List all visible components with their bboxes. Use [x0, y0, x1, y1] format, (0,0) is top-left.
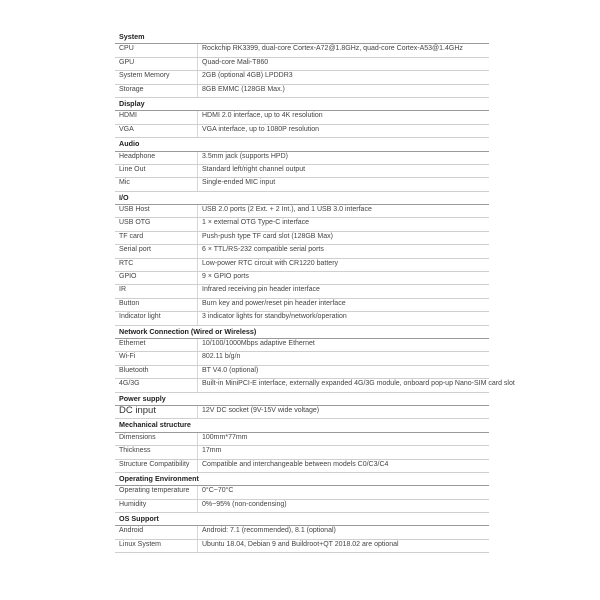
column-divider: [197, 285, 198, 297]
column-divider: [197, 272, 198, 284]
spec-label: TF card: [119, 232, 144, 240]
spec-label: USB Host: [119, 206, 150, 214]
spec-row: [115, 339, 489, 352]
spec-row: [115, 111, 489, 124]
column-divider: [197, 339, 198, 351]
spec-label: Headphone: [119, 152, 156, 160]
column-divider: [197, 486, 198, 498]
section-title: Network Connection (Wired or Wireless): [119, 326, 257, 336]
spec-row: [115, 526, 489, 539]
spec-value: Quad-core Mali-T860: [202, 58, 269, 66]
column-divider: [197, 366, 198, 378]
spec-label: Storage: [119, 85, 144, 93]
spec-value: Android: 7.1 (recommended), 8.1 (optional): [202, 527, 336, 535]
spec-row: [115, 44, 489, 57]
section-title: I/O: [119, 192, 129, 202]
spec-label: IR: [119, 286, 126, 294]
section-header: [115, 138, 489, 151]
spec-value: Rockchip RK3399, dual-core Cortex-A72@1.8GHz, quad-core Cortex-A53@1.4GHz: [202, 45, 463, 53]
column-divider: [197, 433, 198, 445]
spec-row: [115, 379, 515, 392]
spec-value: 17mm: [202, 447, 222, 455]
spec-row: [115, 312, 489, 325]
spec-row: [115, 366, 489, 379]
column-divider: [197, 58, 198, 70]
spec-row: [115, 71, 489, 84]
spec-value: 100mm*77mm: [202, 433, 248, 441]
column-divider: [197, 540, 198, 552]
spec-value: Push-push type TF card slot (128GB Max): [202, 232, 333, 240]
spec-value: BT V4.0 (optional): [202, 366, 259, 374]
spec-value: 6 × TTL/RS-232 compatible serial ports: [202, 246, 324, 254]
spec-value: 9 × GPIO ports: [202, 273, 249, 281]
column-divider: [197, 44, 198, 56]
spec-row: [115, 205, 489, 218]
section-title: Audio: [119, 139, 140, 149]
spec-row: [115, 178, 489, 191]
spec-value: Built-in MiniPCI-E interface, externally expanded 4G/3G module, onboard pop-up Nano-SIM card slot: [202, 380, 515, 388]
section-title: Operating Environment: [119, 473, 199, 483]
spec-value: 2GB (optional 4GB) LPDDR3: [202, 72, 293, 80]
spec-row: [115, 433, 489, 446]
spec-label: Operating temperature: [119, 487, 190, 495]
column-divider: [197, 178, 198, 190]
section-header: [115, 31, 489, 44]
spec-label: HDMI: [119, 112, 137, 120]
spec-row: [115, 245, 489, 258]
spec-row: [115, 218, 489, 231]
spec-row: [115, 285, 489, 298]
spec-row: [115, 58, 489, 71]
spec-label: Serial port: [119, 246, 151, 254]
spec-row: [115, 165, 489, 178]
spec-value: 12V DC socket (9V-15V wide voltage): [202, 406, 320, 414]
column-divider: [197, 245, 198, 257]
spec-value: 8GB EMMC (128GB Max.): [202, 85, 285, 93]
column-divider: [197, 446, 198, 458]
column-divider: [197, 299, 198, 311]
spec-value: 0%~95% (non-condensing): [202, 500, 287, 508]
spec-row: [115, 500, 489, 513]
spec-value: Ubuntu 18.04, Debian 9 and Buildroot+QT 2018.02 are optional: [202, 540, 399, 548]
spec-label: RTC: [119, 259, 134, 267]
section-title: Power supply: [119, 393, 166, 403]
spec-label: Wi-Fi: [119, 353, 136, 361]
spec-label: Bluetooth: [119, 366, 149, 374]
section-header: [115, 393, 489, 406]
column-divider: [197, 111, 198, 123]
spec-label: 4G/3G: [119, 380, 140, 388]
spec-row: [115, 299, 489, 312]
spec-value: 802.11 b/g/n: [202, 353, 241, 361]
section-header: [115, 513, 489, 526]
spec-label: Ethernet: [119, 339, 146, 347]
spec-value: 3 indicator lights for standby/network/operation: [202, 313, 347, 321]
spec-label: Button: [119, 299, 140, 307]
spec-label: GPIO: [119, 273, 137, 281]
spec-value: Single-ended MIC input: [202, 179, 276, 187]
column-divider: [197, 379, 198, 391]
spec-label: System Memory: [119, 72, 170, 80]
spec-label: Linux System: [119, 540, 162, 548]
spec-value: Standard left/right channel output: [202, 165, 306, 173]
column-divider: [197, 352, 198, 364]
spec-table: [115, 31, 515, 553]
spec-label: CPU: [119, 45, 134, 53]
spec-row: [115, 540, 489, 553]
column-divider: [197, 526, 198, 538]
spec-row: [115, 272, 489, 285]
section-title: System: [119, 32, 145, 41]
spec-label: Line Out: [119, 165, 146, 173]
column-divider: [197, 152, 198, 164]
spec-row: [115, 85, 489, 98]
section-title: Mechanical structure: [119, 420, 191, 430]
spec-value: 10/100/1000Mbps adaptive Ethernet: [202, 339, 315, 347]
column-divider: [197, 71, 198, 83]
spec-value: 1 × external OTG Type-C interface: [202, 219, 310, 227]
section-header: [115, 326, 489, 339]
spec-row: [115, 152, 489, 165]
column-divider: [197, 500, 198, 512]
spec-value: VGA interface, up to 1080P resolution: [202, 125, 320, 133]
spec-label: VGA: [119, 125, 134, 133]
spec-row: [115, 232, 489, 245]
spec-value: USB 2.0 ports (2 Ext. + 2 Int.), and 1 USB 3.0 interface: [202, 206, 372, 214]
spec-value: 3.5mm jack (supports HPD): [202, 152, 288, 160]
spec-label: Mic: [119, 179, 130, 187]
spec-row: [115, 446, 489, 459]
spec-value: HDMI 2.0 interface, up to 4K resolution: [202, 112, 323, 120]
column-divider: [197, 406, 198, 418]
column-divider: [197, 218, 198, 230]
spec-value: Low-power RTC circuit with CR1220 battery: [202, 259, 339, 267]
column-divider: [197, 460, 198, 472]
column-divider: [197, 259, 198, 271]
column-divider: [197, 85, 198, 97]
column-divider: [197, 312, 198, 324]
spec-row: [115, 486, 489, 499]
spec-label: DC input: [119, 404, 156, 416]
spec-row: [115, 406, 489, 419]
spec-label: GPU: [119, 58, 135, 66]
spec-row: [115, 259, 489, 272]
spec-value: Compatible and interchangeable between models C0/C3/C4: [202, 460, 389, 468]
column-divider: [197, 205, 198, 217]
spec-row: [115, 352, 489, 365]
spec-row: [115, 125, 489, 138]
spec-label: Indicator light: [119, 313, 161, 321]
column-divider: [197, 165, 198, 177]
spec-label: Dimensions: [119, 433, 156, 441]
section-header: [115, 98, 489, 111]
spec-label: USB OTG: [119, 219, 151, 227]
spec-label: Humidity: [119, 500, 147, 508]
column-divider: [197, 232, 198, 244]
column-divider: [197, 125, 198, 137]
section-title: OS Support: [119, 514, 159, 524]
spec-label: Structure Compatibility: [119, 460, 190, 468]
spec-value: Burn key and power/reset pin header interface: [202, 299, 346, 307]
spec-value: 0°C~70°C: [202, 487, 234, 495]
spec-row: [115, 460, 489, 473]
section-header: [115, 192, 489, 205]
spec-value: Infrared receiving pin header interface: [202, 286, 320, 294]
section-header: [115, 419, 489, 432]
section-header: [115, 473, 489, 486]
spec-label: Thickness: [119, 447, 151, 455]
spec-label: Android: [119, 527, 144, 535]
section-title: Display: [119, 98, 145, 108]
